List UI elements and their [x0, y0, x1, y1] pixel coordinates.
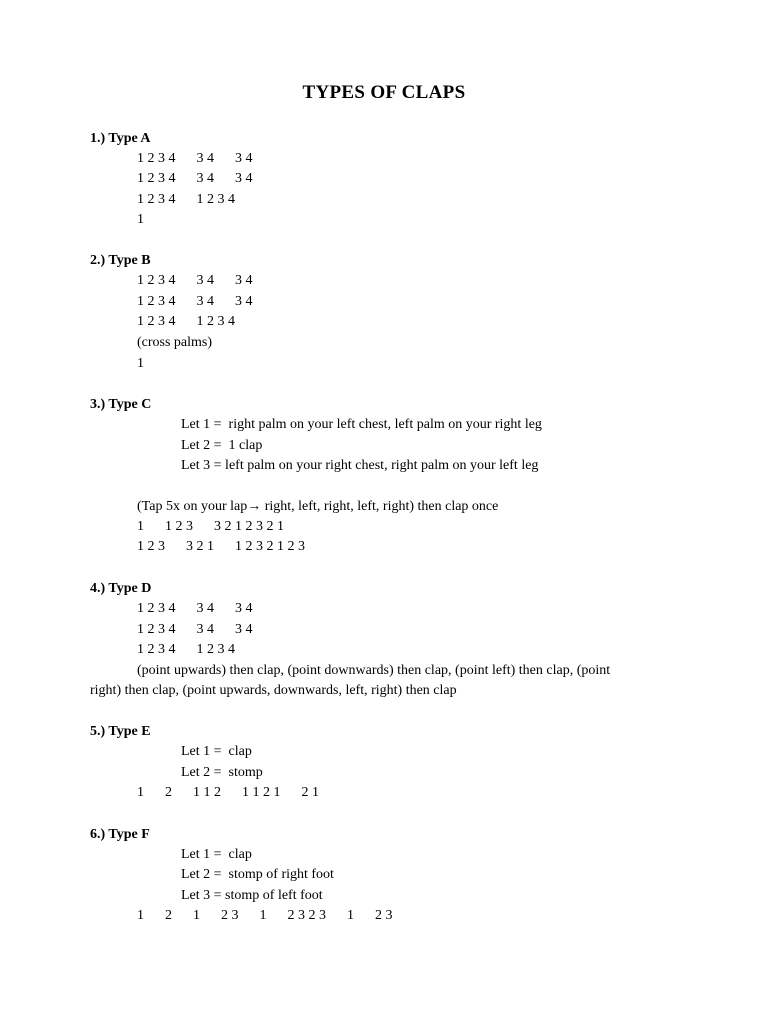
- definition-line: Let 2 = 1 clap: [181, 438, 263, 453]
- definition-line: Let 1 = clap: [181, 744, 252, 759]
- count-line: 1: [137, 356, 144, 371]
- count-line: 1 2 1 2 3 1 2 3 2 3 1 2 3: [137, 908, 393, 923]
- section-heading-type-d: 4.) Type D: [90, 581, 152, 596]
- definition-line: Let 3 = stomp of left foot: [181, 888, 323, 903]
- count-line: 1 2 3 4 1 2 3 4: [137, 192, 235, 207]
- description-line: right) then clap, (point upwards, downwards, left, right) then clap: [90, 683, 457, 698]
- section-heading-type-b: 2.) Type B: [90, 253, 151, 268]
- count-line: 1 1 2 3 3 2 1 2 3 2 1: [137, 519, 284, 534]
- section-heading-type-a: 1.) Type A: [90, 131, 151, 146]
- definition-line: Let 2 = stomp of right foot: [181, 867, 334, 882]
- count-line: 1 2 3 4 3 4 3 4: [137, 622, 253, 637]
- count-line: 1 2 3 4 3 4 3 4: [137, 601, 253, 616]
- definition-line: Let 1 = right palm on your left chest, left palm on your right leg: [181, 417, 542, 432]
- page-title: TYPES OF CLAPS: [302, 82, 466, 103]
- section-heading-type-f: 6.) Type F: [90, 827, 150, 842]
- tap-instruction: [137, 497, 498, 517]
- count-line: 1 2 3 4 3 4 3 4: [137, 273, 253, 288]
- section-heading-type-e: 5.) Type E: [90, 724, 151, 739]
- count-line: 1 2 1 1 2 1 1 2 1 2 1: [137, 785, 319, 800]
- definition-line: Let 2 = stomp: [181, 765, 263, 780]
- count-line: 1 2 3 4 3 4 3 4: [137, 294, 253, 309]
- definition-line: Let 3 = left palm on your right chest, right palm on your left leg: [181, 458, 539, 473]
- tap-instruction-start: (Tap 5x on your lap: [137, 499, 248, 514]
- count-line: 1 2 3 4 1 2 3 4: [137, 314, 235, 329]
- count-line: 1: [137, 212, 144, 227]
- definition-line: Let 1 = clap: [181, 847, 252, 862]
- count-line: 1 2 3 4 3 4 3 4: [137, 151, 253, 166]
- tap-instruction-end: right, left, right, left, right) then clap once: [261, 499, 499, 514]
- section-heading-type-c: 3.) Type C: [90, 397, 152, 412]
- count-line: 1 2 3 4 3 4 3 4: [137, 171, 253, 186]
- count-line: 1 2 3 4 1 2 3 4: [137, 642, 235, 657]
- right-arrow-icon: →: [247, 499, 262, 514]
- instruction-line: (cross palms): [137, 335, 213, 350]
- count-line: 1 2 3 3 2 1 1 2 3 2 1 2 3: [137, 539, 305, 554]
- description-line: (point upwards) then clap, (point downwards) then clap, (point left) then clap, (point: [137, 663, 611, 678]
